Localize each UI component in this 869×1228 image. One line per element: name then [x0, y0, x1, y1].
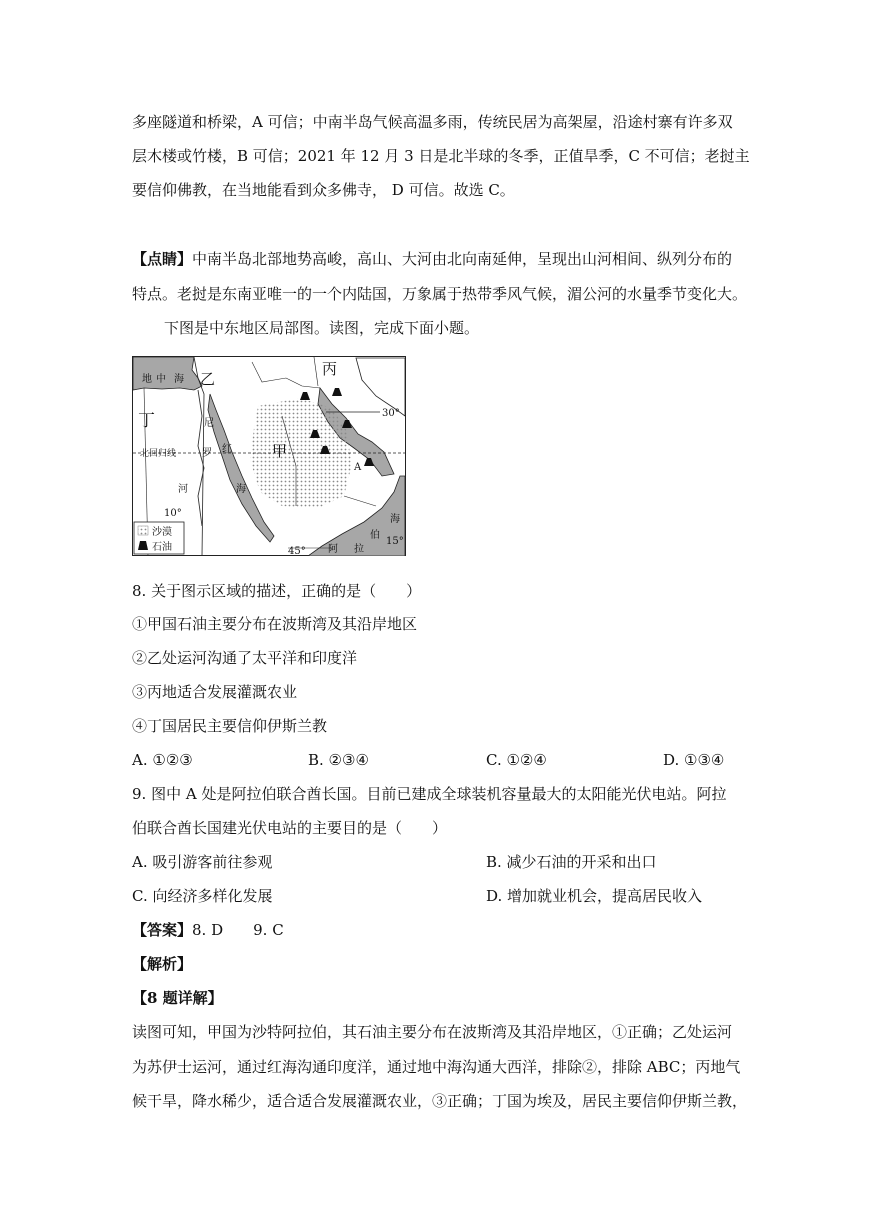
- q8-option-b: B. ②③④: [308, 751, 369, 769]
- label-mediterranean-1: 地: [142, 374, 152, 385]
- q8-statement: ②乙处运河沟通了太平洋和印度洋: [132, 649, 358, 667]
- label-ding: 丁: [138, 411, 155, 431]
- jiexi-heading: 【解析】: [132, 955, 193, 973]
- label-nile-3: 河: [178, 484, 188, 495]
- label-point-a: A: [354, 462, 362, 473]
- label-lat30: 30°: [382, 408, 400, 419]
- legend-desert-swatch: [138, 526, 148, 535]
- q8-statement: ④丁国居民主要信仰伊斯兰教: [132, 717, 328, 735]
- q8-stem: 8. 关于图示区域的描述，正确的是（ ）: [132, 582, 422, 600]
- dianjing-line-2: 特点。老挝是东南亚唯一的一个内陆国，万象属于热带季风气候，湄公河的水量季节变化大。: [132, 285, 748, 303]
- q9-option-d: D. 增加就业机会，提高居民收入: [486, 887, 703, 905]
- label-arabian-2: 伯: [370, 530, 380, 541]
- label-jia: 甲: [272, 442, 288, 460]
- paragraph-line: 要信仰佛教，在当地能看到众多佛寺， D 可信。故选 C。: [132, 181, 515, 199]
- label-arabian-3: 拉: [354, 544, 364, 555]
- answer-line: [132, 920, 284, 940]
- dianjing-tag: 【点睛】: [132, 250, 193, 268]
- label-nile-1: 尼: [204, 418, 214, 429]
- q8-option-d: D. ①③④: [663, 751, 725, 769]
- detail-line: 为苏伊士运河，通过红海沟通印度洋，通过地中海沟通大西洋，排除②，排除 ABC；丙地气: [132, 1058, 741, 1076]
- q9-option-b: B. 减少石油的开采和出口: [486, 853, 657, 871]
- label-lat15: 15°: [386, 536, 404, 547]
- dianjing-text: 中南半岛北部地势高峻，高山、大河由北向南延伸，呈现出山河相间、纵列分布的: [192, 250, 733, 268]
- q8-option-c: C. ①②④: [486, 751, 547, 769]
- label-red-2: 海: [236, 484, 246, 495]
- middle-east-map: [132, 356, 406, 556]
- detail-line: 读图可知，甲国为沙特阿拉伯，其石油主要分布在波斯湾及其沿岸地区，①正确；乙处运河: [132, 1023, 733, 1041]
- label-arabian-4: 阿: [328, 544, 338, 555]
- q9-option-c: C. 向经济多样化发展: [132, 887, 273, 905]
- label-tropic: 北回归线: [140, 449, 177, 459]
- dianjing-line-1: [132, 249, 732, 269]
- label-yi: 乙: [200, 370, 216, 388]
- paragraph-line: 多座隧道和桥梁，A 可信；中南半岛气候高温多雨，传统民居为高架屋，沿途村寨有许多双: [132, 113, 733, 131]
- legend-oil: 石油: [152, 542, 172, 553]
- paragraph-line: 层木楼或竹楼，B 可信；2021 年 12 月 3 日是北半球的冬季，正值旱季，C 不可信；老挝主: [132, 147, 750, 165]
- q9-stem-1: 9. 图中 A 处是阿拉伯联合酋长国。目前已建成全球装机容量最大的太阳能光伏电站。阿拉: [132, 785, 727, 803]
- label-arabian-1: 海: [390, 514, 400, 525]
- label-nile-2: 罗: [202, 448, 212, 459]
- legend-desert: 沙漠: [152, 527, 172, 538]
- intro-text: 下图是中东地区局部图。读图，完成下面小题。: [164, 319, 480, 337]
- label-bing: 丙: [322, 360, 338, 378]
- label-lon45: 45°: [288, 546, 306, 556]
- detail-title: 【8 题详解】: [132, 989, 223, 1007]
- label-mediterranean-2: 中: [156, 374, 166, 385]
- q9-option-a: A. 吸引游客前往参观: [132, 853, 273, 871]
- detail-line: 候干旱，降水稀少，适合适合发展灌溉农业，③正确；丁国为埃及，居民主要信仰伊斯兰教，: [132, 1092, 748, 1110]
- label-mediterranean-3: 海: [174, 374, 184, 385]
- q9-stem-2: 伯联合酋长国建光伏电站的主要目的是（ ）: [132, 819, 448, 837]
- answer-tag: 【答案】: [132, 921, 193, 939]
- q8-statement: ①甲国石油主要分布在波斯湾及其沿岸地区: [132, 615, 418, 633]
- q8-option-a: A. ①②③: [132, 751, 193, 769]
- label-red-1: 红: [222, 444, 232, 455]
- answer-text: 8. D 9. C: [192, 921, 284, 939]
- map-legend: [134, 522, 184, 554]
- label-lat10: 10°: [164, 508, 182, 519]
- q8-statement: ③丙地适合发展灌溉农业: [132, 683, 298, 701]
